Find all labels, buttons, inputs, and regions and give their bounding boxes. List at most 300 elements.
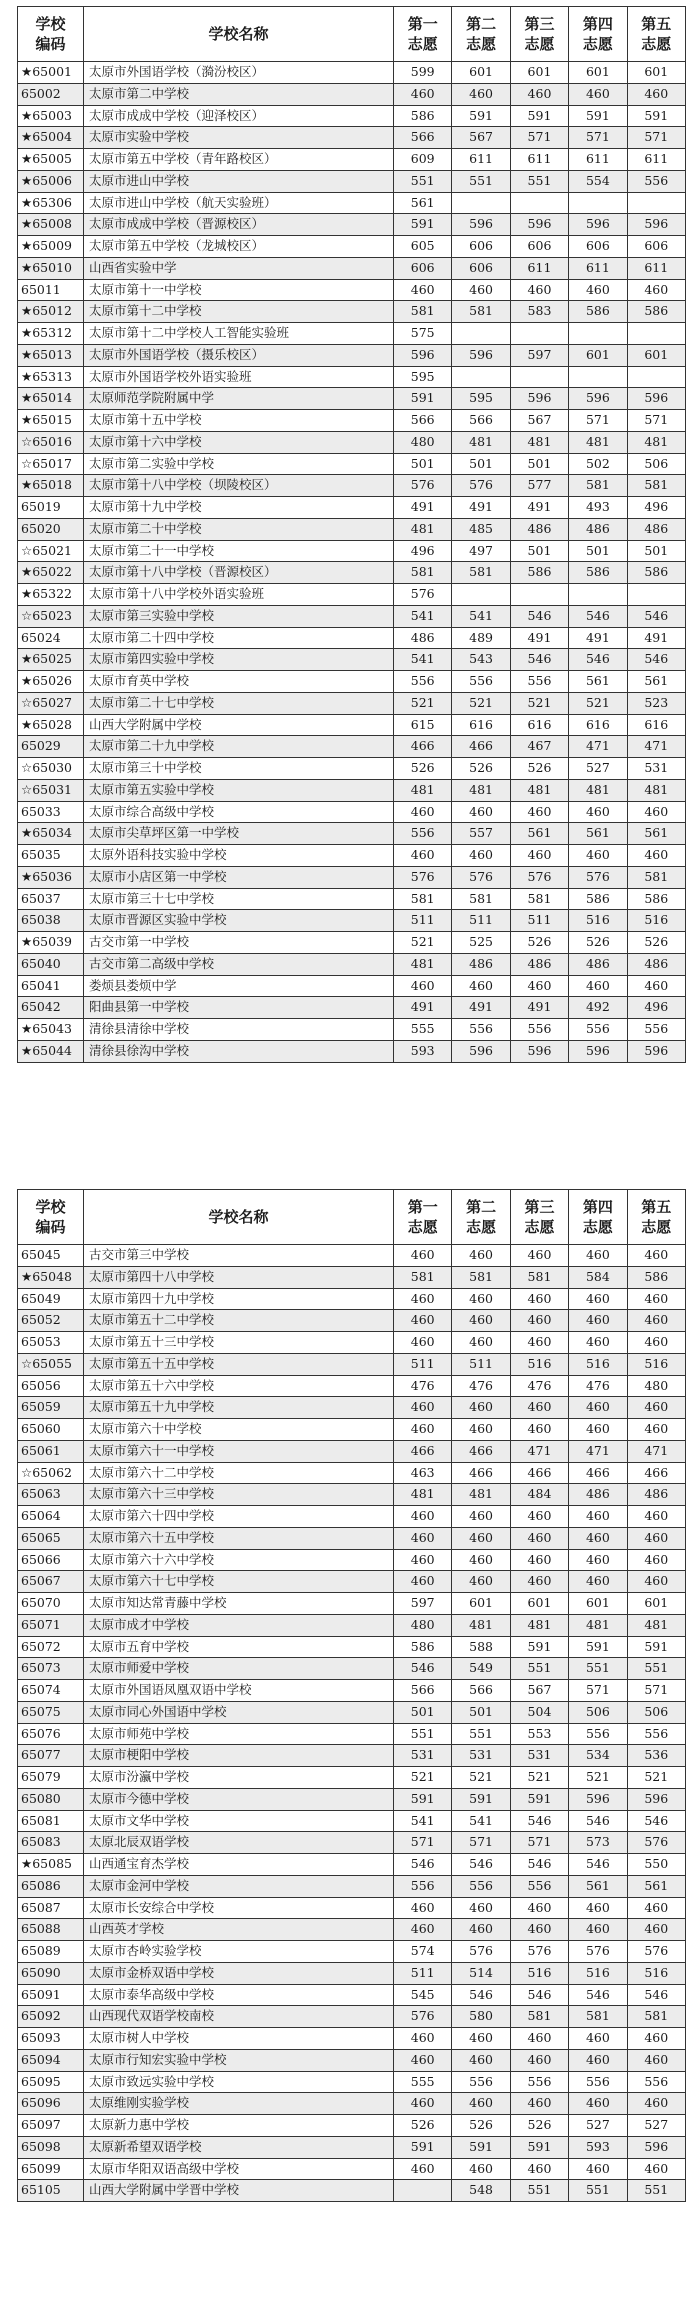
school-code: ★65014 <box>18 388 84 410</box>
choice-2-score: 501 <box>452 1701 510 1723</box>
school-name: 山西英才学校 <box>84 1919 394 1941</box>
table-row <box>18 1614 686 1636</box>
choice-1-score: 511 <box>394 910 452 932</box>
choice-1-score: 599 <box>394 62 452 84</box>
choice-2-score: 596 <box>452 1040 510 1062</box>
school-code: ☆65021 <box>18 540 84 562</box>
choice-3-score: 460 <box>510 2028 568 2050</box>
school-code: 65002 <box>18 83 84 105</box>
choice-2-score: 460 <box>452 2158 510 2180</box>
header-choice-5: 第五 志愿 <box>627 7 685 62</box>
header-choice-2: 第二 志愿 <box>452 1190 510 1245</box>
choice-5-score: 460 <box>627 1571 685 1593</box>
choice-1-score: 460 <box>394 1397 452 1419</box>
choice-4-score: 591 <box>569 105 627 127</box>
school-code: 65086 <box>18 1875 84 1897</box>
choice-2-score: 460 <box>452 1919 510 1941</box>
school-code: ★65043 <box>18 1019 84 1041</box>
choice-2-score: 497 <box>452 540 510 562</box>
choice-3-score: 516 <box>510 1962 568 1984</box>
choice-5-score: 596 <box>627 388 685 410</box>
choice-3-score: 460 <box>510 2049 568 2071</box>
choice-3-score: 567 <box>510 410 568 432</box>
choice-4-score: 460 <box>569 83 627 105</box>
school-name: 太原市第五中学校（青年路校区） <box>84 149 394 171</box>
choice-1-score: 486 <box>394 627 452 649</box>
choice-1-score: 576 <box>394 2006 452 2028</box>
choice-5-score: 581 <box>627 2006 685 2028</box>
school-name: 古交市第二高级中学校 <box>84 953 394 975</box>
school-code: ★65025 <box>18 649 84 671</box>
choice-1-score: 566 <box>394 127 452 149</box>
table-row <box>18 497 686 519</box>
table-row <box>18 475 686 497</box>
choice-2-score: 481 <box>452 779 510 801</box>
school-code: ★65322 <box>18 584 84 606</box>
header-choice-1: 第一 志愿 <box>394 7 452 62</box>
choice-3-score: 516 <box>510 1353 568 1375</box>
choice-4-score: 491 <box>569 627 627 649</box>
choice-4-score: 460 <box>569 279 627 301</box>
choice-1-score: 460 <box>394 801 452 823</box>
choice-1-score: 571 <box>394 1832 452 1854</box>
school-code: ☆65023 <box>18 605 84 627</box>
choice-5-score: 531 <box>627 758 685 780</box>
choice-2-score: 481 <box>452 1484 510 1506</box>
choice-5-score: 571 <box>627 410 685 432</box>
choice-5-score: 471 <box>627 736 685 758</box>
school-code: 65073 <box>18 1658 84 1680</box>
school-name: 太原北辰双语学校 <box>84 1832 394 1854</box>
school-code: 65061 <box>18 1440 84 1462</box>
choice-5-score: 571 <box>627 127 685 149</box>
school-name: 太原市长安综合中学校 <box>84 1897 394 1919</box>
choice-4-score: 460 <box>569 1527 627 1549</box>
choice-3-score: 481 <box>510 779 568 801</box>
school-code: ★65005 <box>18 149 84 171</box>
choice-1-score: 481 <box>394 953 452 975</box>
table-row <box>18 1440 686 1462</box>
choice-3-score <box>510 584 568 606</box>
table-row <box>18 2028 686 2050</box>
school-name: 太原市第三十中学校 <box>84 758 394 780</box>
school-name: 阳曲县第一中学校 <box>84 997 394 1019</box>
choice-1-score: 460 <box>394 2158 452 2180</box>
choice-5-score <box>627 584 685 606</box>
table-row <box>18 344 686 366</box>
choice-3-score: 460 <box>510 1527 568 1549</box>
school-name: 太原维刚实验学校 <box>84 2093 394 2115</box>
school-code: 65088 <box>18 1919 84 1941</box>
choice-3-score: 476 <box>510 1375 568 1397</box>
school-code: ☆65031 <box>18 779 84 801</box>
choice-2-score: 606 <box>452 236 510 258</box>
choice-5-score: 516 <box>627 1962 685 1984</box>
school-name: 太原市第六十六中学校 <box>84 1549 394 1571</box>
school-name: 太原市第二实验中学校 <box>84 453 394 475</box>
table-row <box>18 1919 686 1941</box>
choice-2-score: 567 <box>452 127 510 149</box>
choice-2-score: 601 <box>452 1593 510 1615</box>
choice-2-score <box>452 192 510 214</box>
school-name: 太原市第十二中学校人工智能实验班 <box>84 323 394 345</box>
choice-5-score: 466 <box>627 1462 685 1484</box>
choice-3-score: 591 <box>510 1636 568 1658</box>
choice-1-score: 581 <box>394 301 452 323</box>
choice-2-score: 521 <box>452 692 510 714</box>
choice-4-score: 576 <box>569 1941 627 1963</box>
choice-3-score: 597 <box>510 344 568 366</box>
school-name: 太原市第六十四中学校 <box>84 1506 394 1528</box>
choice-2-score: 556 <box>452 1875 510 1897</box>
choice-4-score: 460 <box>569 1288 627 1310</box>
choice-2-score: 548 <box>452 2180 510 2202</box>
choice-4-score: 586 <box>569 562 627 584</box>
table-row <box>18 1506 686 1528</box>
school-name: 太原市综合高级中学校 <box>84 801 394 823</box>
choice-5-score: 506 <box>627 453 685 475</box>
table-row <box>18 1832 686 1854</box>
choice-5-score: 556 <box>627 1723 685 1745</box>
school-name: 太原市第二十中学校 <box>84 518 394 540</box>
table-row <box>18 1353 686 1375</box>
choice-5-score: 460 <box>627 845 685 867</box>
choice-2-score: 595 <box>452 388 510 410</box>
table-row <box>18 736 686 758</box>
choice-4-score: 527 <box>569 2115 627 2137</box>
choice-2-score: 531 <box>452 1745 510 1767</box>
choice-3-score: 531 <box>510 1745 568 1767</box>
school-code: 65052 <box>18 1310 84 1332</box>
choice-3-score: 491 <box>510 997 568 1019</box>
choice-4-score: 561 <box>569 671 627 693</box>
choice-3-score: 546 <box>510 1810 568 1832</box>
choice-5-score: 571 <box>627 1680 685 1702</box>
choice-3-score: 467 <box>510 736 568 758</box>
choice-3-score: 561 <box>510 823 568 845</box>
school-code: 65045 <box>18 1245 84 1267</box>
choice-5-score: 460 <box>627 975 685 997</box>
choice-5-score: 586 <box>627 888 685 910</box>
header-school-name: 学校名称 <box>84 1190 394 1245</box>
table-row <box>18 1549 686 1571</box>
choice-2-score: 460 <box>452 845 510 867</box>
table-row <box>18 323 686 345</box>
choice-3-score: 460 <box>510 845 568 867</box>
choice-5-score: 576 <box>627 1941 685 1963</box>
choice-5-score: 481 <box>627 1614 685 1636</box>
school-code: 65038 <box>18 910 84 932</box>
school-code: ☆65017 <box>18 453 84 475</box>
table-row <box>18 2093 686 2115</box>
school-name: 太原市树人中学校 <box>84 2028 394 2050</box>
choice-2-score: 460 <box>452 1397 510 1419</box>
school-code: 65090 <box>18 1962 84 1984</box>
choice-2-score: 546 <box>452 1984 510 2006</box>
table-row <box>18 1419 686 1441</box>
choice-1-score: 460 <box>394 1549 452 1571</box>
choice-5-score: 527 <box>627 2115 685 2137</box>
choice-1-score: 491 <box>394 497 452 519</box>
choice-4-score: 586 <box>569 888 627 910</box>
choice-2-score: 526 <box>452 2115 510 2137</box>
choice-5-score: 546 <box>627 1984 685 2006</box>
school-code: ★65036 <box>18 866 84 888</box>
choice-4-score: 481 <box>569 1614 627 1636</box>
choice-1-score: 511 <box>394 1962 452 1984</box>
choice-1-score: 591 <box>394 388 452 410</box>
choice-4-score: 501 <box>569 540 627 562</box>
choice-5-score: 516 <box>627 910 685 932</box>
choice-1-score: 491 <box>394 997 452 1019</box>
choice-1-score: 566 <box>394 410 452 432</box>
school-code: 65011 <box>18 279 84 301</box>
school-code: 65020 <box>18 518 84 540</box>
choice-3-score: 460 <box>510 1897 568 1919</box>
choice-1-score: 526 <box>394 2115 452 2137</box>
school-name: 山西通宝育杰学校 <box>84 1854 394 1876</box>
choice-1-score: 556 <box>394 1875 452 1897</box>
choice-4-score: 481 <box>569 431 627 453</box>
choice-2-score: 460 <box>452 83 510 105</box>
table-row <box>18 823 686 845</box>
choice-3-score: 553 <box>510 1723 568 1745</box>
choice-4-score: 460 <box>569 975 627 997</box>
school-name: 太原市第四实验中学校 <box>84 649 394 671</box>
choice-2-score: 460 <box>452 1549 510 1571</box>
school-code: ★65013 <box>18 344 84 366</box>
choice-2-score: 460 <box>452 1332 510 1354</box>
choice-4-score: 561 <box>569 1875 627 1897</box>
school-name: 太原市第十八中学校（坝陵校区） <box>84 475 394 497</box>
choice-1-score: 481 <box>394 779 452 801</box>
school-code: ☆65055 <box>18 1353 84 1375</box>
choice-5-score: 460 <box>627 2049 685 2071</box>
choice-5-score: 556 <box>627 170 685 192</box>
choice-1-score: 501 <box>394 1701 452 1723</box>
choice-2-score: 460 <box>452 801 510 823</box>
choice-3-score: 546 <box>510 1854 568 1876</box>
school-code: 65024 <box>18 627 84 649</box>
choice-5-score: 596 <box>627 214 685 236</box>
school-code: 65063 <box>18 1484 84 1506</box>
choice-1-score: 576 <box>394 866 452 888</box>
choice-1-score <box>394 2180 452 2202</box>
choice-2-score: 460 <box>452 1571 510 1593</box>
choice-4-score: 460 <box>569 1397 627 1419</box>
choice-3-score: 460 <box>510 83 568 105</box>
choice-3-score: 567 <box>510 1680 568 1702</box>
choice-3-score: 591 <box>510 105 568 127</box>
header-choice-3: 第三 志愿 <box>510 1190 568 1245</box>
choice-2-score: 588 <box>452 1636 510 1658</box>
choice-1-score: 496 <box>394 540 452 562</box>
school-code: ★65028 <box>18 714 84 736</box>
choice-2-score: 501 <box>452 453 510 475</box>
table-row <box>18 845 686 867</box>
school-code: ☆65016 <box>18 431 84 453</box>
choice-5-score: 460 <box>627 1397 685 1419</box>
choice-1-score: 480 <box>394 431 452 453</box>
choice-4-score: 571 <box>569 1680 627 1702</box>
choice-5-score: 486 <box>627 953 685 975</box>
header-row <box>18 1190 686 1245</box>
choice-5-score: 536 <box>627 1745 685 1767</box>
table-row <box>18 431 686 453</box>
choice-1-score: 556 <box>394 671 452 693</box>
school-name: 太原新希望双语学校 <box>84 2136 394 2158</box>
choice-1-score: 615 <box>394 714 452 736</box>
school-name: 太原外语科技实验中学校 <box>84 845 394 867</box>
school-code: 65070 <box>18 1593 84 1615</box>
choice-5-score: 576 <box>627 1832 685 1854</box>
choice-4-score: 521 <box>569 1767 627 1789</box>
table-row <box>18 1527 686 1549</box>
choice-2-score: 489 <box>452 627 510 649</box>
choice-2-score: 514 <box>452 1962 510 1984</box>
choice-3-score: 616 <box>510 714 568 736</box>
school-name: 太原市华阳双语高级中学校 <box>84 2158 394 2180</box>
choice-1-score: 581 <box>394 562 452 584</box>
school-name: 太原市尖草坪区第一中学校 <box>84 823 394 845</box>
score-table <box>17 6 686 1063</box>
school-code: ★65006 <box>18 170 84 192</box>
choice-1-score: 511 <box>394 1353 452 1375</box>
school-name: 娄烦县娄烦中学 <box>84 975 394 997</box>
table-row <box>18 1019 686 1041</box>
table-row <box>18 301 686 323</box>
table-row <box>18 692 686 714</box>
school-name: 太原市第五十三中学校 <box>84 1332 394 1354</box>
header-school-name: 学校名称 <box>84 7 394 62</box>
table-row <box>18 1854 686 1876</box>
choice-2-score: 460 <box>452 975 510 997</box>
school-name: 太原市第四十八中学校 <box>84 1266 394 1288</box>
choice-2-score: 491 <box>452 997 510 1019</box>
table-row <box>18 2006 686 2028</box>
school-code: ★65010 <box>18 257 84 279</box>
table-row <box>18 1723 686 1745</box>
table-row <box>18 1897 686 1919</box>
choice-3-score: 591 <box>510 2136 568 2158</box>
school-name: 太原市第二十一中学校 <box>84 540 394 562</box>
choice-5-score: 616 <box>627 714 685 736</box>
school-code: 65067 <box>18 1571 84 1593</box>
table-row <box>18 1788 686 1810</box>
school-name: 太原市第六十七中学校 <box>84 1571 394 1593</box>
table-row <box>18 366 686 388</box>
choice-2-score: 556 <box>452 671 510 693</box>
school-name: 太原市外国语学校外语实验班 <box>84 366 394 388</box>
choice-5-score: 506 <box>627 1701 685 1723</box>
admission-table-part-2 <box>17 1189 685 2202</box>
table-row <box>18 562 686 584</box>
choice-4-score: 596 <box>569 388 627 410</box>
choice-4-score: 466 <box>569 1462 627 1484</box>
choice-3-score: 466 <box>510 1462 568 1484</box>
choice-4-score <box>569 366 627 388</box>
choice-4-score: 546 <box>569 649 627 671</box>
choice-3-score: 526 <box>510 758 568 780</box>
choice-1-score: 551 <box>394 170 452 192</box>
school-name: 山西大学附属中学晋中学校 <box>84 2180 394 2202</box>
table-row <box>18 1245 686 1267</box>
choice-5-score: 460 <box>627 1897 685 1919</box>
choice-2-score: 566 <box>452 1680 510 1702</box>
choice-3-score: 581 <box>510 2006 568 2028</box>
choice-1-score: 501 <box>394 453 452 475</box>
choice-2-score: 481 <box>452 1614 510 1636</box>
choice-5-score: 516 <box>627 1353 685 1375</box>
choice-2-score: 576 <box>452 866 510 888</box>
choice-3-score: 551 <box>510 2180 568 2202</box>
choice-5-score: 561 <box>627 1875 685 1897</box>
choice-4-score: 460 <box>569 2028 627 2050</box>
school-code: ★65085 <box>18 1854 84 1876</box>
choice-5-score: 471 <box>627 1440 685 1462</box>
choice-4-score: 546 <box>569 1984 627 2006</box>
table-row <box>18 518 686 540</box>
choice-2-score: 571 <box>452 1832 510 1854</box>
school-name: 太原市外国语学校（漪汾校区） <box>84 62 394 84</box>
choice-4-score: 576 <box>569 866 627 888</box>
school-name: 太原市小店区第一中学校 <box>84 866 394 888</box>
choice-3-score: 491 <box>510 627 568 649</box>
school-name: 太原市第十一中学校 <box>84 279 394 301</box>
choice-4-score: 546 <box>569 1854 627 1876</box>
school-code: 65049 <box>18 1288 84 1310</box>
school-name: 太原市育英中学校 <box>84 671 394 693</box>
score-table <box>17 1189 686 2202</box>
choice-1-score: 545 <box>394 1984 452 2006</box>
choice-5-score: 561 <box>627 823 685 845</box>
table-row <box>18 888 686 910</box>
choice-5-score <box>627 323 685 345</box>
choice-1-score: 591 <box>394 1788 452 1810</box>
school-name: 太原市第五中学校（龙城校区） <box>84 236 394 258</box>
choice-3-score: 571 <box>510 1832 568 1854</box>
school-code: ★65312 <box>18 323 84 345</box>
choice-5-score: 523 <box>627 692 685 714</box>
choice-1-score: 586 <box>394 105 452 127</box>
choice-4-score: 471 <box>569 1440 627 1462</box>
school-name: 太原市第十八中学校（晋源校区） <box>84 562 394 584</box>
school-code: 65092 <box>18 2006 84 2028</box>
choice-3-score: 501 <box>510 540 568 562</box>
choice-5-score: 496 <box>627 997 685 1019</box>
table-row <box>18 105 686 127</box>
table-row <box>18 214 686 236</box>
choice-5-score: 596 <box>627 2136 685 2158</box>
choice-2-score: 576 <box>452 475 510 497</box>
school-code: ☆65062 <box>18 1462 84 1484</box>
choice-4-score: 596 <box>569 1788 627 1810</box>
choice-2-score: 460 <box>452 1897 510 1919</box>
choice-1-score: 531 <box>394 1745 452 1767</box>
header-school-code: 学校 编码 <box>18 7 84 62</box>
choice-1-score: 460 <box>394 279 452 301</box>
choice-5-score: 550 <box>627 1854 685 1876</box>
school-code: 65087 <box>18 1897 84 1919</box>
choice-1-score: 556 <box>394 823 452 845</box>
choice-2-score: 551 <box>452 1723 510 1745</box>
school-code: 65074 <box>18 1680 84 1702</box>
school-name: 太原市师苑中学校 <box>84 1723 394 1745</box>
choice-2-score: 460 <box>452 1506 510 1528</box>
school-code: 65041 <box>18 975 84 997</box>
choice-3-score: 556 <box>510 1875 568 1897</box>
choice-5-score: 546 <box>627 605 685 627</box>
